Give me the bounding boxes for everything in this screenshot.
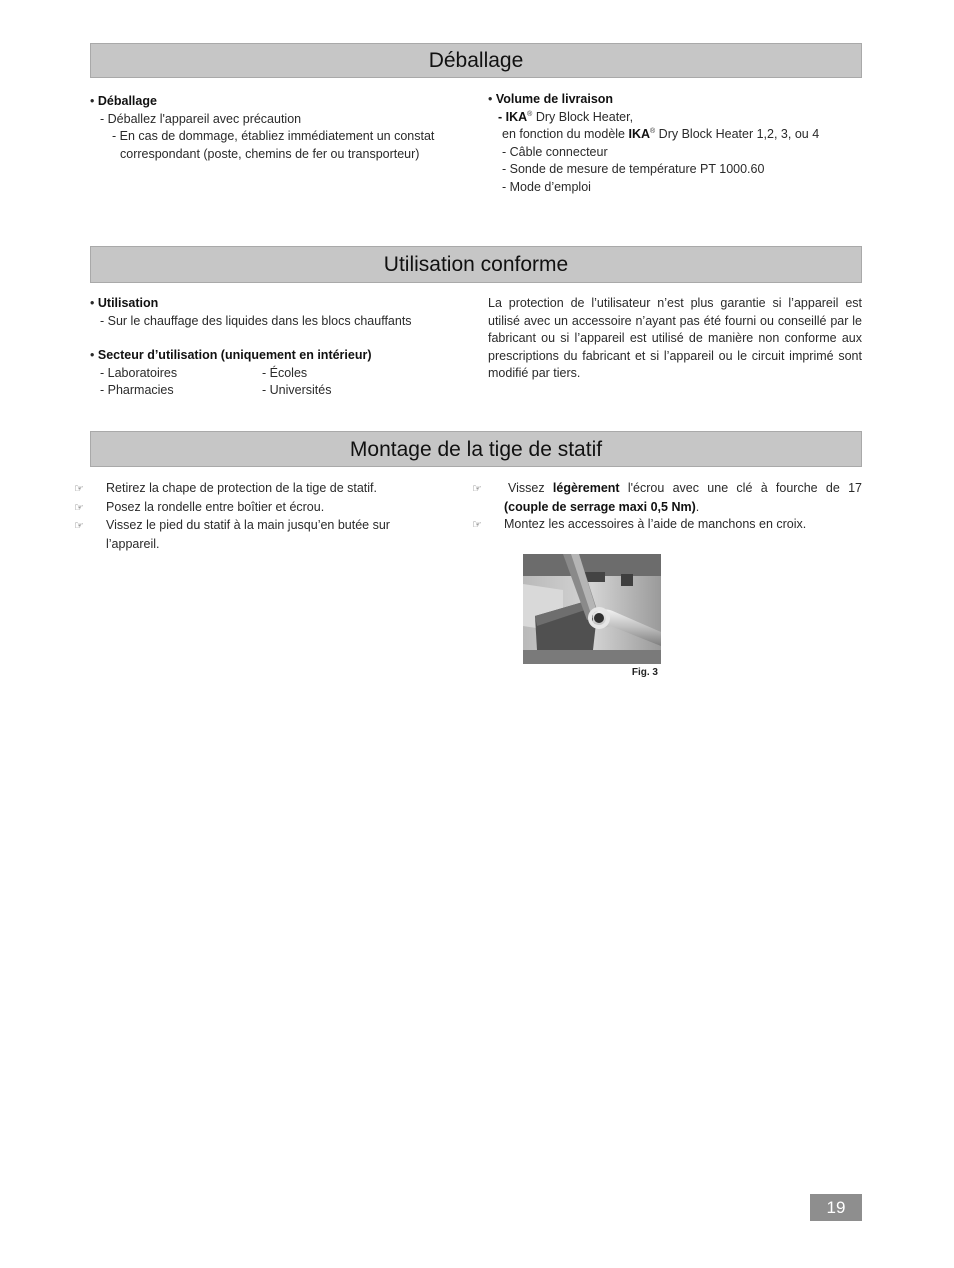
page-number: 19 [810, 1194, 862, 1221]
deballage-line: - En cas de dommage, établiez immédiatement un constat [112, 129, 435, 143]
montage-right-column [472, 480, 862, 535]
section-header-deballage: Déballage [90, 43, 862, 78]
instruction-step [74, 499, 410, 518]
deballage-line: - Déballez l'appareil avec précaution [100, 111, 302, 126]
bullet: • [90, 348, 95, 362]
volume-livraison-column [488, 91, 862, 196]
secteur-item: - Laboratoires [100, 365, 178, 380]
delivery-item [488, 109, 862, 127]
brand-text: - IKA [498, 109, 528, 124]
step-text-bold: (couple de serrage maxi 0,5 Nm) [504, 499, 696, 514]
instruction-step [74, 517, 410, 553]
secteur-row [90, 382, 470, 400]
pointing-hand-icon: ☞ [74, 483, 84, 495]
instruction-step [472, 480, 862, 516]
pointing-hand-icon: ☞ [472, 483, 482, 495]
wrench-on-nut-illustration [523, 554, 661, 664]
fig3-photo [523, 554, 661, 664]
deballage-line: correspondant (poste, chemins de fer ou transporteur) [120, 146, 420, 161]
secteur-item: - Pharmacies [100, 383, 174, 397]
secteur-item: - Universités [262, 383, 332, 397]
deballage-left-column [90, 93, 470, 163]
model-text: Dry Block Heater 1,2, 3, ou 4 [655, 127, 820, 141]
registered-mark: ® [527, 110, 533, 118]
secteur-row [90, 365, 470, 383]
protection-paragraph: La protection de l’utilisateur n’est plus garantie si l’appareil est utilisé avec un accessoire n’ayant pas été fourni ou conseillé par le fabricant ou si l’appareil est utilisé de manière non conforme aux prescriptions du fabricant et si l’appareil ou le circuit imprimé sont modifié par tiers. [488, 296, 862, 380]
delivery-item: - Mode d’emploi [502, 179, 591, 194]
heading-text: Utilisation [97, 296, 159, 310]
section-header-utilisation: Utilisation conforme [90, 246, 862, 283]
secteur-heading [90, 347, 470, 365]
step-text: Posez la rondelle entre boîtier et écrou. [106, 499, 325, 514]
volume-heading [488, 91, 862, 109]
pointing-hand-icon: ☞ [472, 519, 482, 531]
brand-text: IKA [628, 127, 651, 141]
step-text: l'écrou avec une clé à fourche de 17 [619, 481, 862, 495]
heading-text: Déballage [97, 94, 157, 108]
bullet: • [90, 296, 95, 310]
delivery-item: - Sonde de mesure de température PT 1000.60 [502, 162, 765, 176]
utilisation-heading [90, 295, 470, 313]
instruction-step [74, 480, 410, 499]
registered-mark: ® [650, 127, 656, 135]
product-text: Dry Block Heater, [532, 109, 634, 124]
pointing-hand-icon: ☞ [74, 520, 84, 532]
bullet: • [488, 92, 493, 106]
heading-text: Volume de livraison [495, 92, 614, 106]
step-text: Vissez [508, 481, 553, 495]
step-text: . [695, 499, 700, 514]
step-text: Montez les accessoires à l’aide de manchons en croix. [504, 517, 807, 531]
figure-caption: Fig. 3 [631, 667, 658, 678]
section-header-montage: Montage de la tige de statif [90, 431, 862, 467]
step-text-bold: légèrement [552, 481, 620, 495]
heading-text: Secteur d’utilisation (uniquement en intérieur) [97, 348, 372, 362]
instruction-step [472, 516, 862, 535]
utilisation-line: - Sur le chauffage des liquides dans les blocs chauffants [100, 313, 412, 328]
bullet: • [90, 94, 95, 108]
pointing-hand-icon: ☞ [74, 501, 84, 514]
model-text: en fonction du modèle [502, 127, 629, 141]
delivery-item [488, 126, 862, 144]
utilisation-left-column [90, 295, 470, 400]
secteur-item: - Écoles [262, 365, 308, 380]
step-text: Vissez le pied du statif à la main jusqu’en butée sur l’appareil. [106, 518, 390, 551]
deballage-heading [90, 93, 470, 111]
delivery-item: - Câble connecteur [502, 144, 608, 159]
montage-left-column [74, 480, 410, 553]
step-text: Retirez la chape de protection de la tige de statif. [106, 481, 377, 495]
